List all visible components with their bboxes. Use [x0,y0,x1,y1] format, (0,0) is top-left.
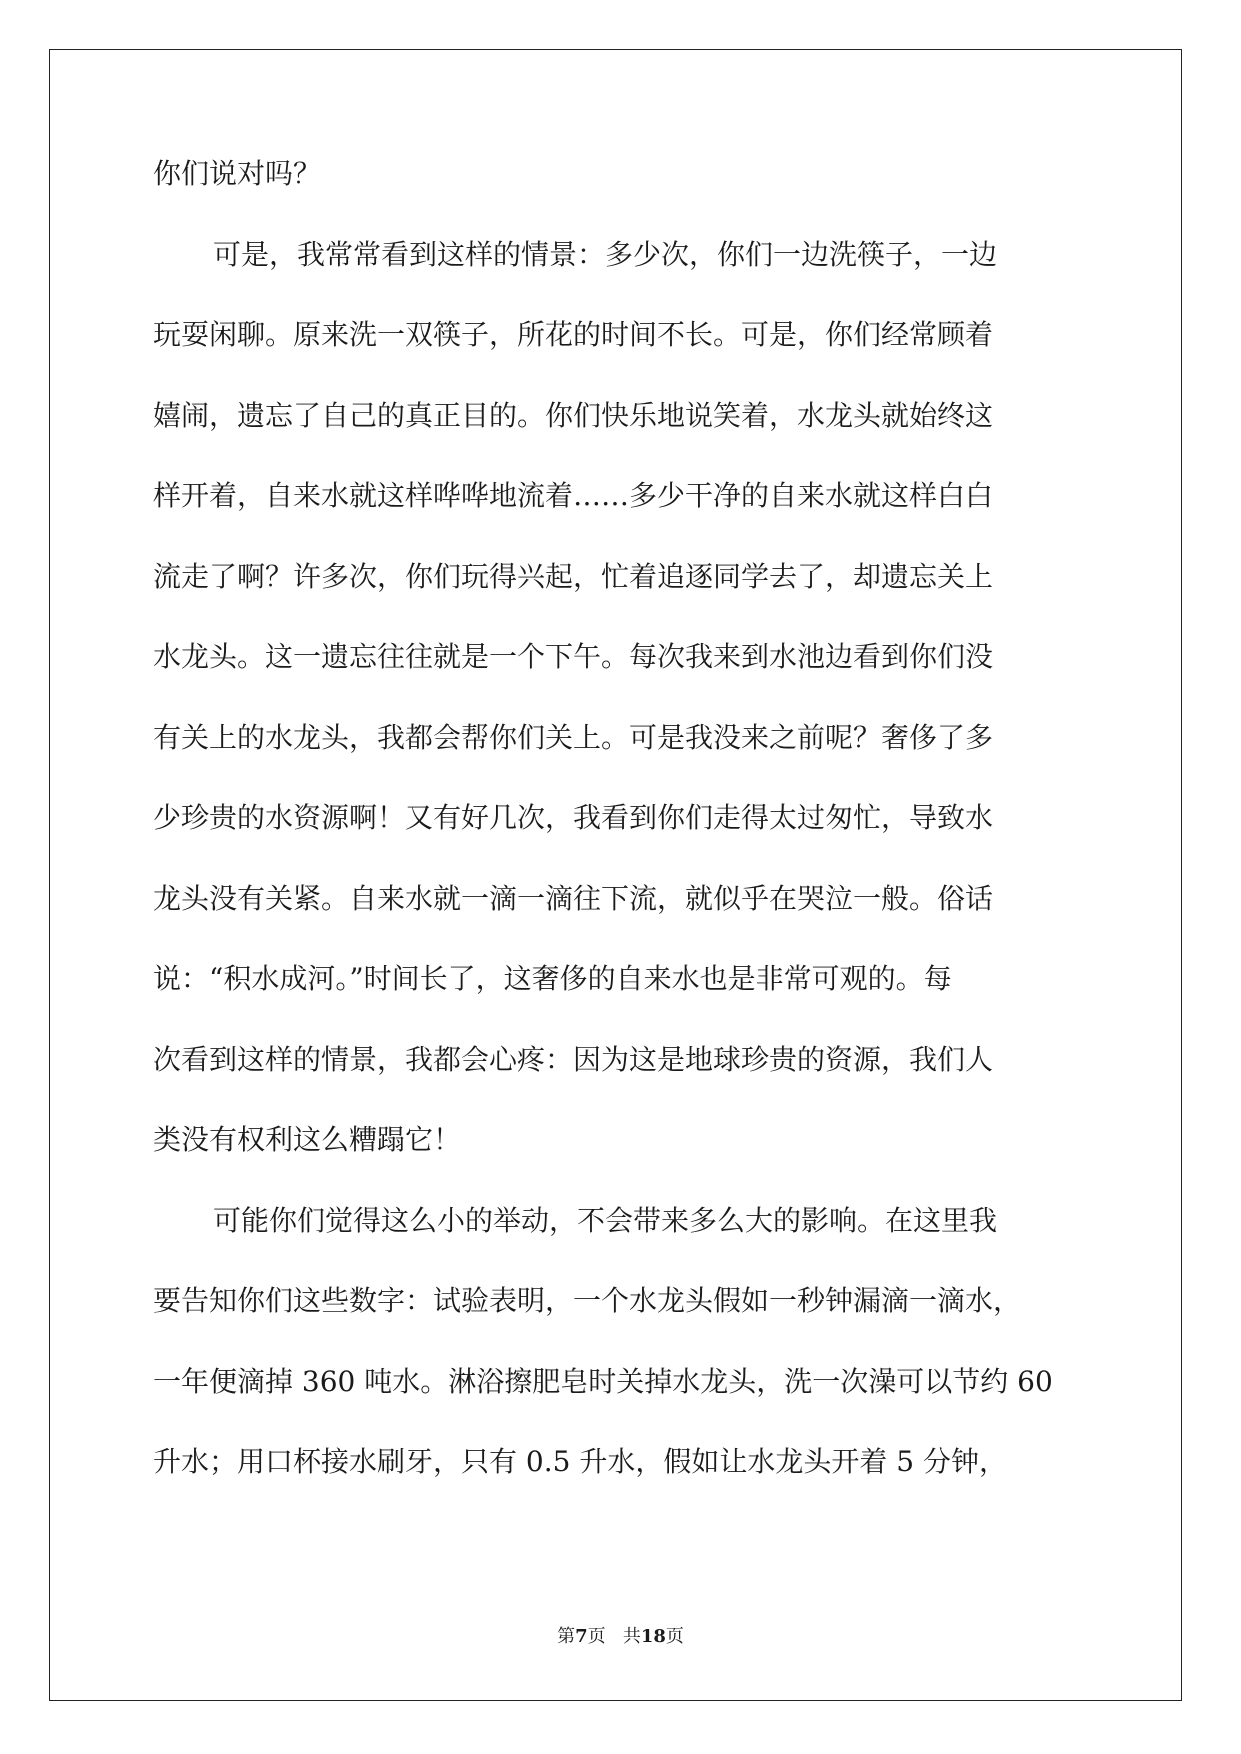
total-pages: 18 [640,1626,666,1647]
page-footer [0,1622,1241,1648]
text-line: 嬉闹，遗忘了自己的真正目的。你们快乐地说笑着，水龙头就始终这 [153,398,994,432]
text-line: 次看到这样的情景，我都会心疼：因为这是地球珍贵的资源，我们人 [153,1042,994,1076]
text-line: 可能你们觉得这么小的举动，不会带来多么大的影响。在这里我 [213,1203,998,1237]
text-line: 要告知你们这些数字：试验表明，一个水龙头假如一秒钟漏滴一滴水， [153,1284,1022,1317]
text-line: 说：“积水成河。”时间长了，这奢侈的自来水也是非常可观的。每 [153,962,952,995]
footer-page-suffix: 页 [587,1626,606,1647]
footer-prefix: 第 [557,1626,576,1647]
page-number: 7 [575,1626,588,1647]
text-line: 玩耍闲聊。原来洗一双筷子，所花的时间不长。可是，你们经常顾着 [153,318,994,351]
text-line: 少珍贵的水资源啊！又有好几次，我看到你们走得太过匆忙，导致水 [153,801,994,834]
footer-total-prefix: 共 [622,1626,641,1647]
text-line: 流走了啊？许多次，你们玩得兴起，忙着追逐同学去了，却遗忘关上 [153,559,994,593]
text-line: 你们说对吗？ [153,157,322,190]
text-line: 水龙头。这一遗忘往往就是一个下午。每次我来到水池边看到你们没 [153,640,994,673]
text-line: 有关上的水龙头，我都会帮你们关上。可是我没来之前呢？奢侈了多 [153,720,994,754]
text-line: 样开着，自来水就这样哗哗地流着……多少干净的自来水就这样白白 [153,479,994,512]
text-line: 升水；用口杯接水刷牙，只有 0.5 升水，假如让水龙头开着 5 分钟， [153,1445,1007,1478]
document-body [153,157,1098,1529]
text-line: 可是，我常常看到这样的情景：多少次，你们一边洗筷子，一边 [213,237,998,271]
text-line: 龙头没有关紧。自来水就一滴一滴往下流，就似乎在哭泣一般。俗话 [153,881,994,915]
footer-total-suffix: 页 [665,1626,684,1647]
text-line: 类没有权利这么糟蹋它！ [153,1123,462,1156]
text-line: 一年便滴掉 360 吨水。淋浴擦肥皂时关掉水龙头，洗一次澡可以节约 60 [153,1364,1053,1398]
